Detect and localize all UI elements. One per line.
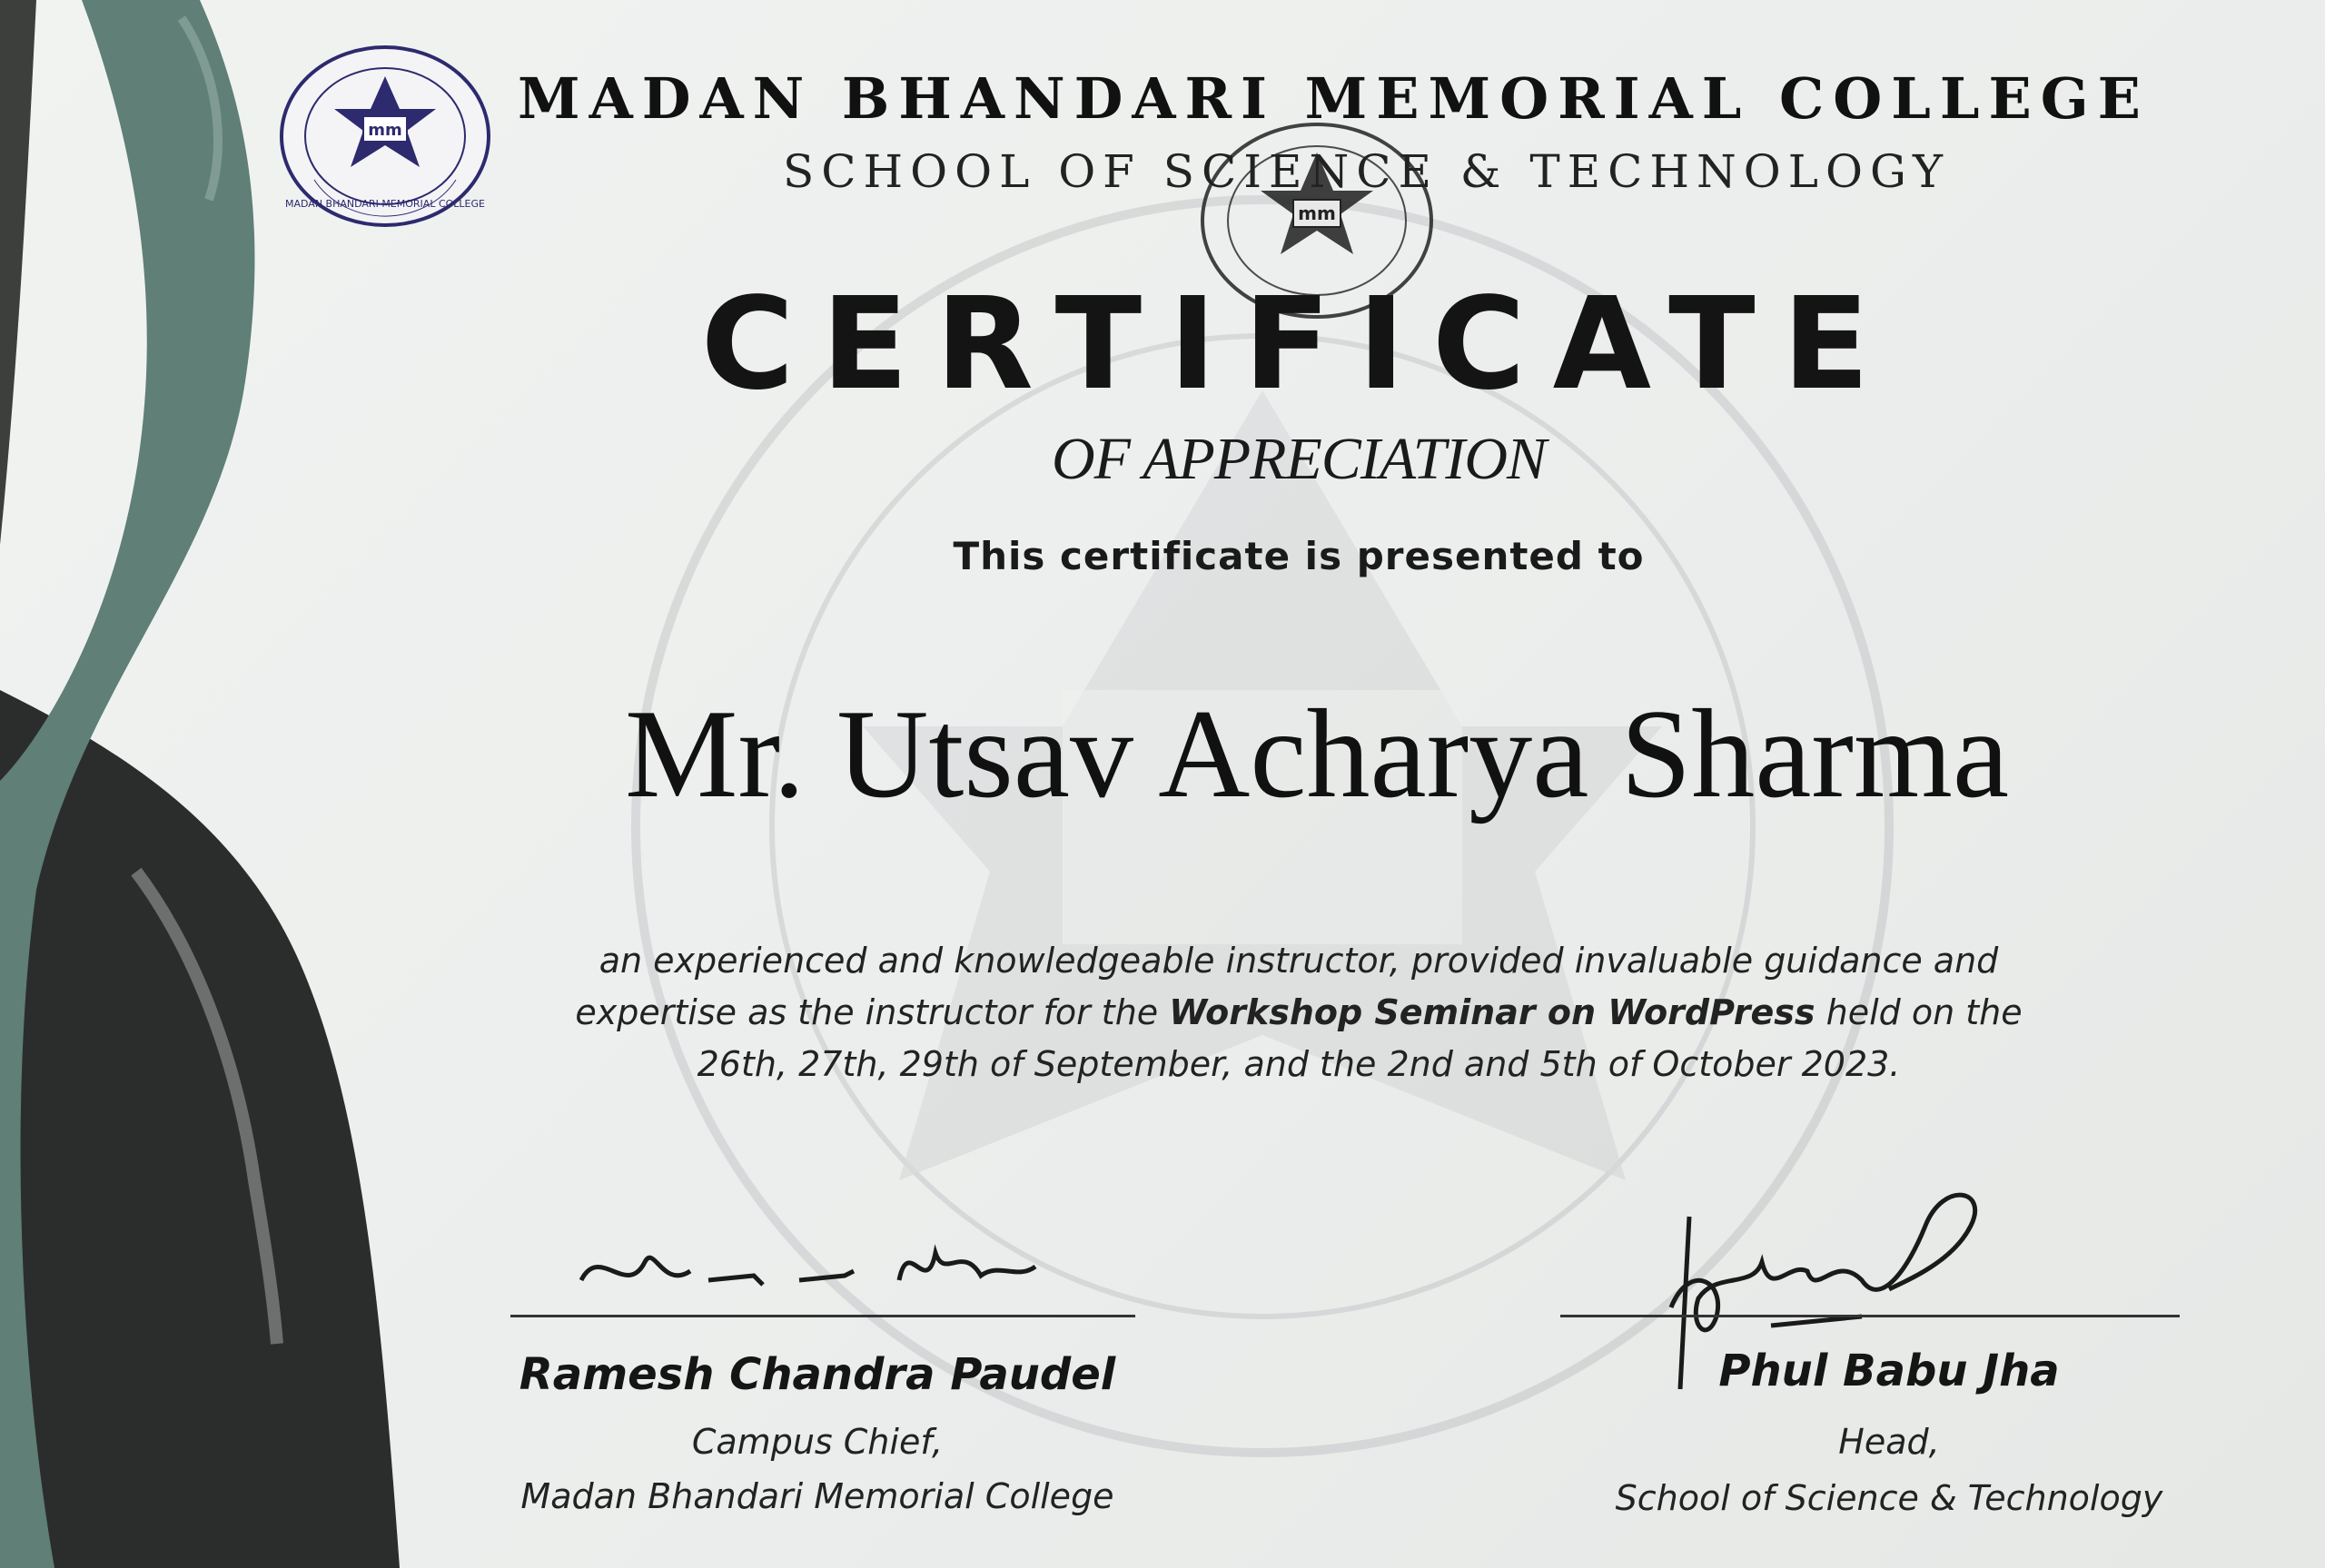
workshop-title: Workshop Seminar on WordPress [1169, 992, 1815, 1032]
recipient-name: Mr. Utsav Acharya Sharma [624, 684, 2010, 824]
college-logo-icon [278, 44, 492, 230]
svg-text:MADAN BHANDARI MEMORIAL COLLEG: MADAN BHANDARI MEMORIAL COLLEGE [285, 198, 485, 210]
left-signature-line [510, 1315, 1135, 1317]
svg-text:mm: mm [1298, 202, 1336, 224]
school-name: SCHOOL OF SCIENCE & TECHNOLOGY [783, 145, 1951, 198]
college-name: MADAN BHANDARI MEMORIAL COLLEGE [518, 65, 2150, 132]
right-signer-role-org: School of Science & Technology [1615, 1478, 2163, 1518]
left-signer-role-org: Madan Bhandari Memorial College [520, 1476, 1114, 1516]
right-signer-role-title: Head, [1838, 1422, 1940, 1462]
body-text-before: an experienced and knowledgeable instructor, provided invaluable guidance and expertise as the instructor for the [575, 941, 1999, 1032]
certificate-title: CERTIFICATE [700, 271, 1897, 419]
body-text-after: held on the 26th, 27th, 29th of September, and the 2nd and 5th of October 2023. [697, 992, 2023, 1084]
left-signature [572, 1226, 1044, 1317]
certificate-body [563, 935, 2034, 1090]
right-signer-name: Phul Babu Jha [1718, 1346, 2060, 1396]
certificate-subtitle: OF APPRECIATION [1051, 426, 1547, 492]
presented-to-line: This certificate is presented to [953, 534, 1645, 578]
right-signature-line [1560, 1315, 2180, 1317]
left-signer-name: Ramesh Chandra Paudel [519, 1349, 1116, 1400]
decorative-ribbon [0, 0, 436, 1568]
left-signer-role-title: Campus Chief, [691, 1422, 944, 1462]
svg-text:mm: mm [368, 121, 402, 140]
